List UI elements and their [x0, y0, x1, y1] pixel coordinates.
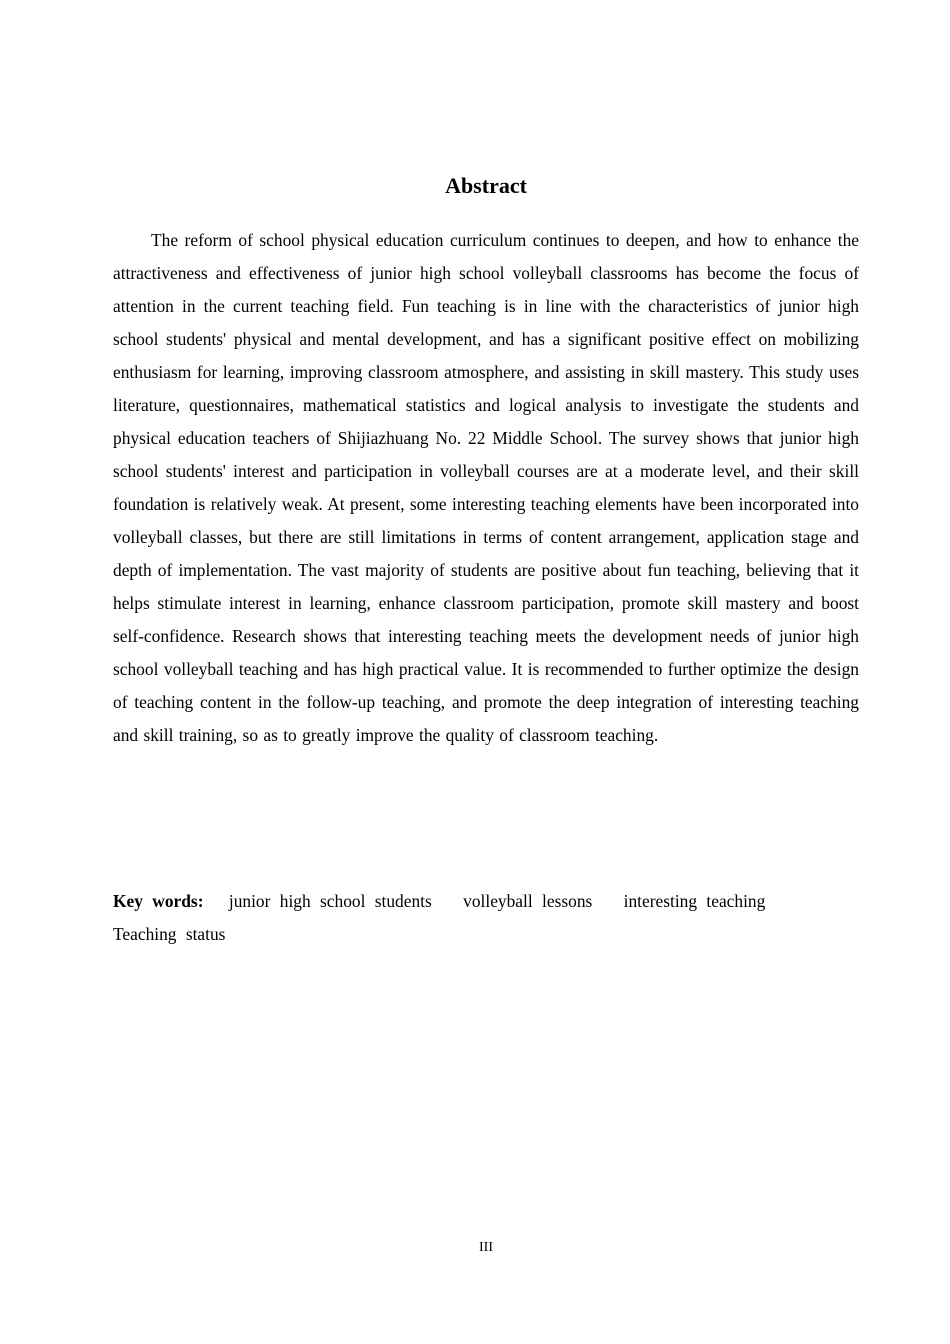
keyword-item: interesting teaching — [623, 891, 766, 911]
keywords-label: Key words: — [113, 891, 204, 911]
keywords-section — [113, 885, 859, 951]
keyword-item: junior high school students — [228, 891, 432, 911]
keyword-item: Teaching status — [113, 924, 226, 944]
page-number: III — [479, 1240, 493, 1255]
keyword-item: volleyball lessons — [463, 891, 593, 911]
abstract-title: Abstract — [445, 173, 527, 198]
abstract-body: The reform of school physical education curriculum continues to deepen, and how to enhance the attractiveness and effectiveness of junior high school volleyball classrooms has become the focus of attention in the current teaching field. Fun teaching is in line with the characteristics of junior high school students' physical and mental development, and has a significant positive effect on mobilizing enthusiasm for learning, improving classroom atmosphere, and assisting in skill mastery. This study uses literature, questionnaires, mathematical statistics and logical analysis to investigate the students and physical education teachers of Shijiazhuang No. 22 Middle School. The survey shows that junior high school students' interest and participation in volleyball courses are at a moderate level, and their skill foundation is relatively weak. At present, some interesting teaching elements have been incorporated into volleyball classes, but there are still limitations in terms of content arrangement, application stage and depth of implementation. The vast majority of students are positive about fun teaching, believing that it helps stimulate interest in learning, enhance classroom participation, promote skill mastery and boost self-confidence. Research shows that interesting teaching meets the development needs of junior high school volleyball teaching and has high practical value. It is recommended to further optimize the design of teaching content in the follow-up teaching, and promote the deep integration of interesting teaching and skill training, so as to greatly improve the quality of classroom teaching. — [113, 230, 859, 745]
